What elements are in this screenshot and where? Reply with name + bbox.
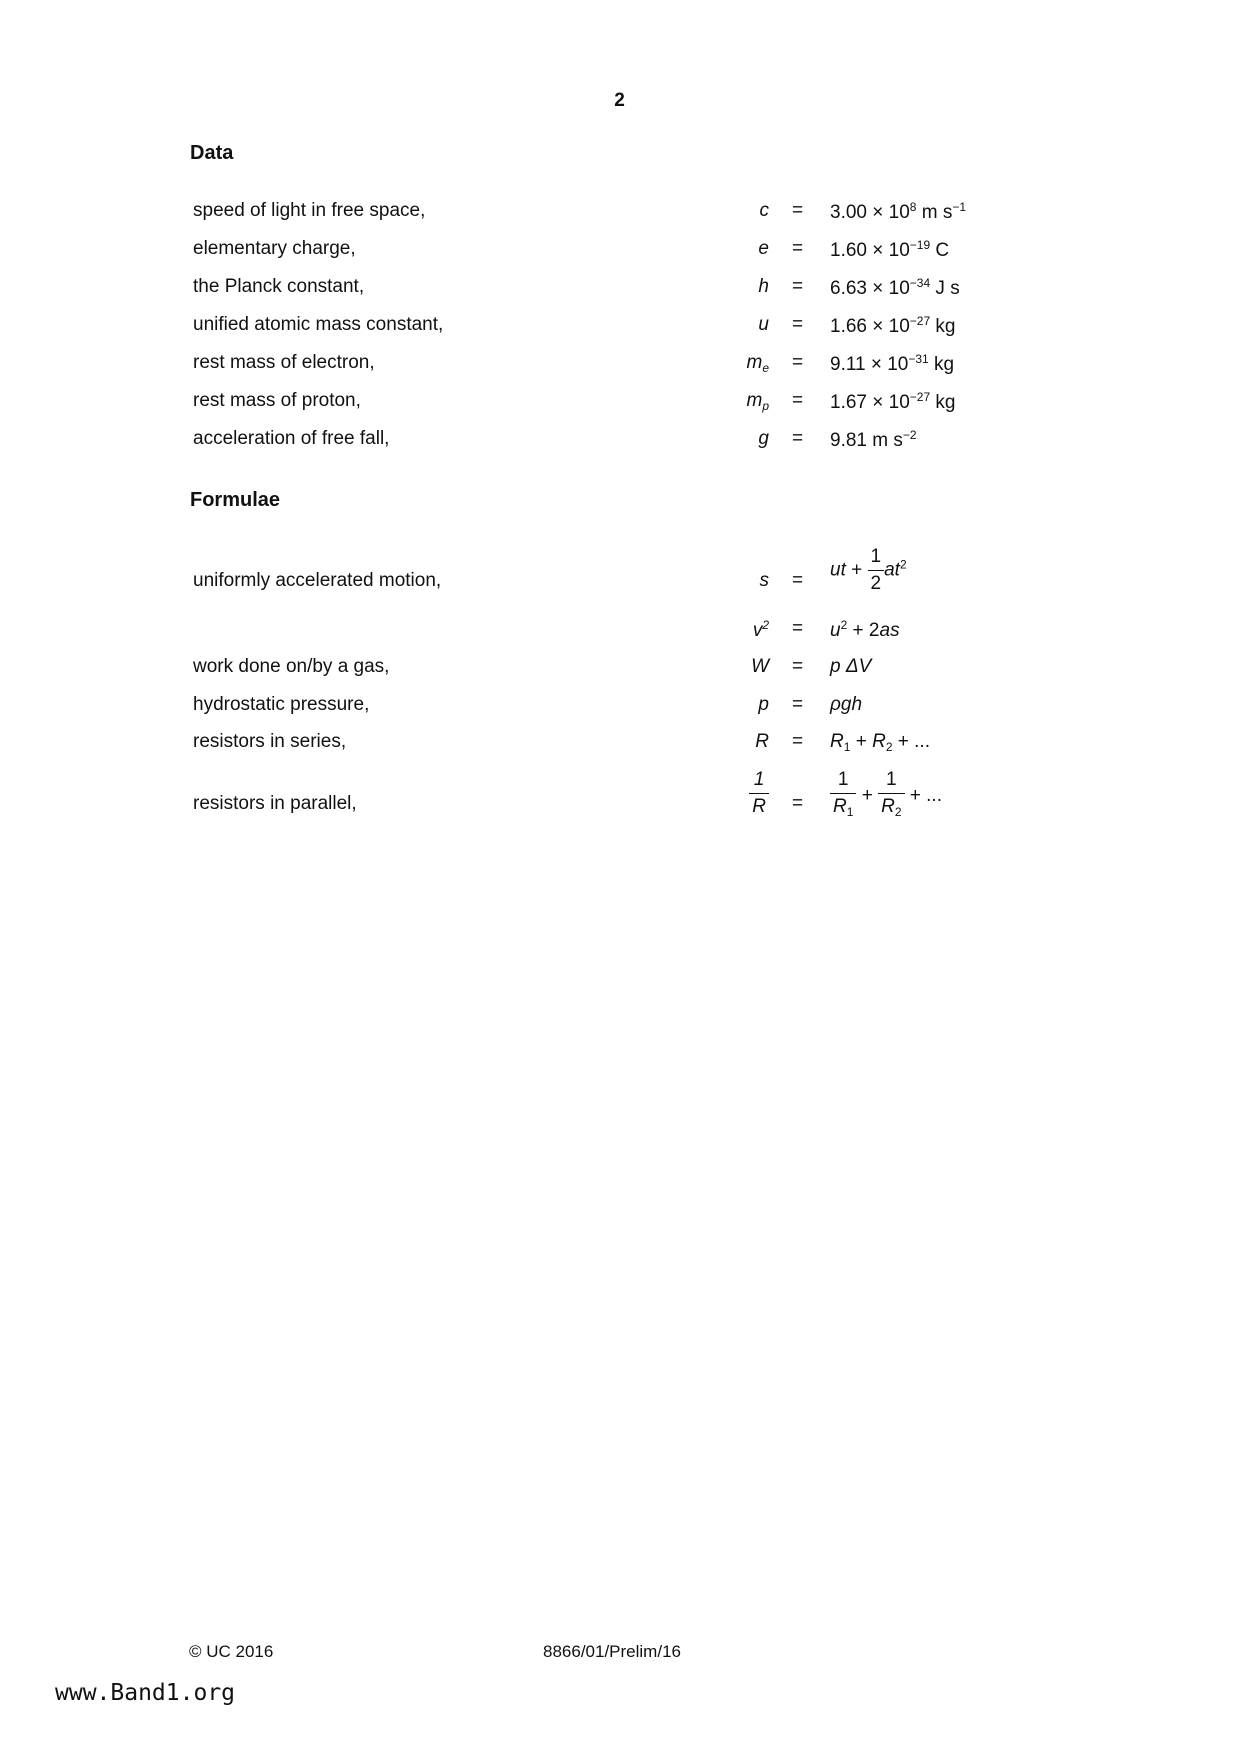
data-equals: =	[792, 390, 804, 411]
data-heading: Data	[190, 142, 234, 164]
data-symbol: $m_p$	[746, 390, 769, 413]
formula-value: ρgh	[830, 694, 863, 715]
data-row	[0, 276, 1239, 306]
formula-row	[0, 769, 1239, 819]
formula-row	[0, 618, 1239, 648]
data-value: $1.67 \times 10^{-27}$ kg	[830, 390, 956, 413]
data-row	[0, 390, 1239, 420]
data-label: acceleration of free fall,	[193, 428, 390, 449]
formula-row	[0, 546, 1239, 594]
formula-symbol: W	[751, 656, 769, 677]
data-row	[0, 238, 1239, 268]
formula-label: hydrostatic pressure,	[193, 694, 370, 715]
formula-equals: =	[792, 694, 804, 715]
formula-equals: =	[792, 731, 804, 752]
formula-symbol: p	[758, 694, 769, 715]
formula-equals: =	[792, 618, 804, 639]
data-label: rest mass of proton,	[193, 390, 361, 411]
data-row	[0, 200, 1239, 230]
formula-equals: =	[792, 570, 804, 591]
formula-symbol: $v^2$	[752, 618, 769, 641]
formula-value: ut + $\frac{1}{2}$ $at^2$	[830, 546, 907, 594]
data-equals: =	[792, 314, 804, 335]
data-equals: =	[792, 352, 804, 373]
formulae-heading: Formulae	[190, 489, 281, 511]
data-value: $9.11 \times 10^{-31}$ kg	[830, 352, 955, 375]
formula-symbol: s	[759, 570, 769, 591]
formula-value: p ΔV	[830, 656, 872, 677]
formula-value: $u^2 + 2as$	[830, 618, 900, 641]
formula-symbol: $\frac{1}{R}$	[749, 769, 769, 818]
data-row	[0, 352, 1239, 382]
data-value: $3.00 \times 10^8$ m $s^{-1}$	[830, 200, 967, 223]
data-symbol: u	[758, 314, 769, 335]
formula-value: $R_1 + R_2$ + ...	[830, 731, 930, 754]
data-value: $1.60 \times 10^{-19}$ C	[830, 238, 950, 261]
footer-copyright: © UC 2016	[189, 1642, 274, 1661]
data-equals: =	[792, 276, 804, 297]
data-label: unified atomic mass constant,	[193, 314, 444, 335]
data-equals: =	[792, 238, 804, 259]
formula-row	[0, 731, 1239, 761]
data-row	[0, 314, 1239, 344]
formula-value: $\frac{1}{R_1}$ + $\frac{1}{R_2}$ + ...	[830, 769, 942, 823]
data-equals: =	[792, 200, 804, 221]
data-value: 9.81 m $s^{-2}$	[830, 428, 917, 451]
data-equals: =	[792, 428, 804, 449]
formula-equals: =	[792, 656, 804, 677]
watermark: www.Band1.org	[55, 1680, 236, 1706]
formula-row	[0, 656, 1239, 686]
data-symbol: $m_e$	[746, 352, 769, 375]
data-label: the Planck constant,	[193, 276, 365, 297]
page-number: 2	[614, 90, 625, 111]
data-row	[0, 428, 1239, 458]
data-symbol: g	[758, 428, 769, 449]
footer-paper-code: 8866/01/Prelim/16	[543, 1642, 681, 1661]
data-label: elementary charge,	[193, 238, 356, 259]
formula-label: work done on/by a gas,	[193, 656, 390, 677]
formula-equals: =	[792, 793, 804, 814]
formula-label: resistors in parallel,	[193, 793, 357, 814]
data-label: rest mass of electron,	[193, 352, 375, 373]
data-symbol: h	[758, 276, 769, 297]
data-value: $6.63 \times 10^{-34}$ J s	[830, 276, 960, 299]
formula-label: resistors in series,	[193, 731, 347, 752]
formula-label: uniformly accelerated motion,	[193, 570, 442, 591]
data-symbol: c	[759, 200, 769, 221]
formula-symbol: R	[755, 731, 769, 752]
data-value: $1.66 \times 10^{-27}$ kg	[830, 314, 956, 337]
data-symbol: e	[758, 238, 769, 259]
data-label: speed of light in free space,	[193, 200, 426, 221]
formula-row	[0, 694, 1239, 724]
